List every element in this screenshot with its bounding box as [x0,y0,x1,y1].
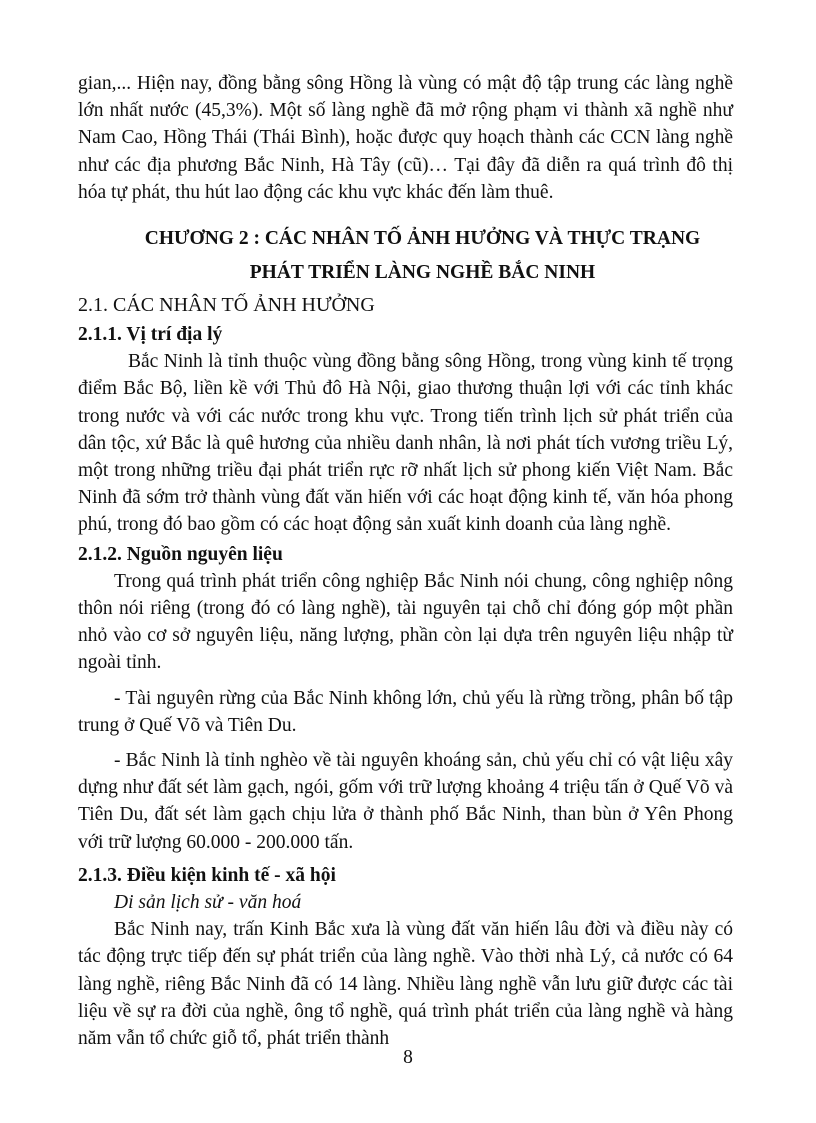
location-paragraph: Bắc Ninh là tỉnh thuộc vùng đồng bằng sông Hồng, trong vùng kinh tế trọng điểm Bắc Bộ, liền kề với Thủ đô Hà Nội, giao thương thuận lợi với các tỉnh khác trong nước và với các nước trong khu vực. Trong tiến trình lịch sử phát triển của dân tộc, xứ Bắc là quê hương của nhiều danh nhân, là nơi phát tích vương triều Lý, một trong những triều đại phát triển rực rỡ nhất lịch sử phong kiến Việt Nam. Bắc Ninh đã sớm trở thành vùng đất văn hiến với các hoạt động kinh tế, văn hóa phong phú, trong đó bao gồm có các hoạt động sản xuất kinh doanh của làng nghề. [78,351,733,536]
chapter-title-line-1: CHƯƠNG 2 : CÁC NHÂN TỐ ẢNH HƯỞNG VÀ THỰC TRẠNG [144,228,701,250]
subsection-heading-2-1-3: 2.1.3. Điều kiện kinh tế - xã hội [78,864,336,886]
intro-paragraph: gian,... Hiện nay, đồng bằng sông Hồng là vùng có mật độ tập trung các làng nghề lớn nhất nước (45,3%). Một số làng nghề đã mở rộng phạm vi thành xã nghề như Nam Cao, Hồng Thái (Thái Bình), hoặc được quy hoạch thành các CCN làng nghề như các địa phương Bắc Ninh, Hà Tây (cũ)… Tại đây đã diễn ra quá trình đô thị hóa tự phát, thu hút lao động các khu vực khác đến làm thuê. [78,73,733,203]
subsection-heading-2-1-2: 2.1.2. Nguồn nguyên liệu [78,543,283,565]
heritage-paragraph: Bắc Ninh nay, trấn Kinh Bắc xưa là vùng đất văn hiến lâu đời và điều này có tác động trực tiếp đến sự phát triển của làng nghề. Vào thời nhà Lý, cả nước có 64 làng nghề, riêng Bắc Ninh đã có 14 làng. Nhiều làng nghề vẫn lưu giữ được các tài liệu về sự ra đời của nghề, ông tổ nghề, quá trình phát triển của làng nghề và hàng năm vẫn tổ chức giỗ tổ, phát triển thành [78,919,733,1050]
forest-paragraph: - Tài nguyên rừng của Bắc Ninh không lớn, chủ yếu là rừng trồng, phân bố tập trung ở Quế Võ và Tiên Du. [78,687,733,736]
materials-paragraph: Trong quá trình phát triển công nghiệp Bắc Ninh nói chung, công nghiệp nông thôn nói riêng (trong đó có làng nghề), tài nguyên tại chỗ chỉ đóng góp một phần nhỏ vào cơ sở nguyên liệu, năng lượng, phần còn lại dựa trên nguyên liệu nhập từ ngoài tỉnh. [78,570,733,674]
page-number: 8 [403,1047,413,1068]
document-page [78,70,733,1052]
minerals-paragraph: - Bắc Ninh là tỉnh nghèo về tài nguyên khoáng sản, chủ yếu chỉ có vật liệu xây dựng như đất sét làm gạch, ngói, gốm với trữ lượng khoảng 4 triệu tấn ở Quế Võ và Tiên Du, đất sét làm gạch chịu lửa ở thành phố Bắc Ninh, than bùn ở Yên Phong với trữ lượng 60.000 - 200.000 tấn. [78,750,733,853]
chapter-title [78,222,733,290]
subsection-heading-2-1-1: 2.1.1. Vị trí địa lý [78,324,223,346]
heritage-label: Di sản lịch sử - văn hoá [114,892,302,914]
section-heading-2-1: 2.1. CÁC NHÂN TỐ ẢNH HƯỞNG [78,294,375,317]
chapter-title-line-2: PHÁT TRIỂN LÀNG NGHỀ BẮC NINH [249,262,596,284]
